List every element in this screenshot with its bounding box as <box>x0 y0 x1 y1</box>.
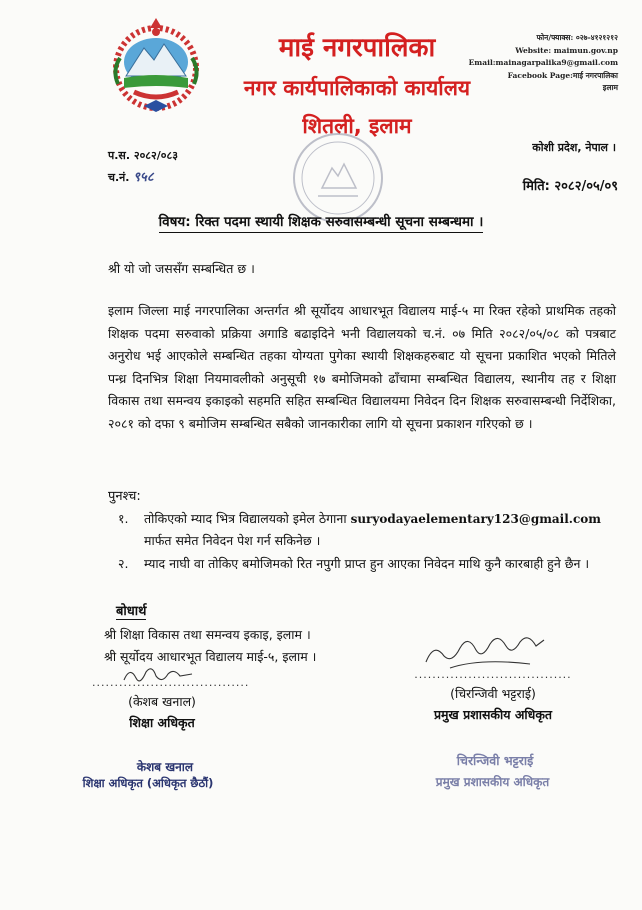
list-item-number: २. <box>118 556 129 571</box>
reference-block <box>108 145 178 189</box>
right-stamp-name: चिरन्जिवी भट्टराई <box>456 753 534 768</box>
office-name: नगर कार्यपालिकाको कार्यालय <box>243 76 471 100</box>
office-location: शितली, इलाम <box>302 114 412 138</box>
letter-subject <box>0 212 642 230</box>
left-signatory <box>92 676 250 733</box>
left-signatory-name: (केशब खनाल) <box>128 694 196 709</box>
chalani-ref <box>108 167 178 189</box>
right-signatory <box>408 668 578 725</box>
list-item-text-after: मार्फत समेत निवेदन पेश गर्न सकिनेछ । <box>144 533 321 548</box>
contact-phone: फोन/फ्याक्स: ०२७-४१२१२१२ <box>536 33 618 42</box>
cc-item: श्री सूर्योदय आधारभूत विद्यालय माई-५, इलाम । <box>104 649 317 664</box>
list-item-text-before: तोकिएको म्याद भित्र विद्यालयको इमेल ठेगाना <box>144 511 347 526</box>
nepal-emblem-logo <box>104 14 208 118</box>
letter-date: मिति: २०८२/०५/०९ <box>522 179 618 194</box>
body-paragraph: इलाम जिल्ला माई नगरपालिका अन्तर्गत श्री सूर्योदय आधारभूत विद्यालय माई-५ मा रिक्त रहेको प्राथमिक तहको शिक्षक पदमा सरुवाको प्रक्रिया अगाडि बढाइदिने भनी विद्यालयको च.नं. ०७ मिति २०८२/०५/०८ को पत्रबाट अनुरोध भई आएकोले सम्बन्धित तहका योग्यता पुगेका स्थायी शिक्षकहरुबाट यो सूचना प्रकाशित भएको मितिले पन्ध्र दिनभित्र शिक्षा नियमावलीको अनुसूची १७ बमोजिमको ढाँचामा सम्बन्धित विद्यालय, स्थानीय तह र शिक्षा विकास तथा समन्वय इकाइको सहमति सहित सम्बन्धित विद्यालयमा निवेदन दिन शिक्षक सरुवासम्बन्धी निर्देशिका, २०८१ को दफा ९ बमोजिम सम्बन्धित सबैको जानकारीका लागि यो सूचना प्रकाशन गरिएको छ । <box>108 303 616 431</box>
province-label: कोशी प्रदेश, नेपाल । <box>532 141 616 154</box>
signature-line: ................................... <box>92 676 250 689</box>
left-stamp-name: केशब खनाल <box>136 760 194 774</box>
list-item <box>118 508 618 551</box>
left-stamp-position: शिक्षा अधिकृत (अधिकृत छैठौं) <box>82 776 214 790</box>
chalani-number: ९५८ <box>133 170 154 185</box>
fiscal-ref: प.स. २०८२/०८३ <box>108 149 178 162</box>
list-item <box>118 553 618 574</box>
list-item-text <box>144 508 618 551</box>
school-email-link[interactable]: suryodayaelementary123@gmail.com <box>350 512 601 526</box>
cc-heading <box>116 601 146 619</box>
contact-facebook: Facebook Page:माई नगरपालिका <box>507 70 618 80</box>
right-signature <box>420 628 550 670</box>
right-stamp-position: प्रमुख प्रशासकीय अधिकृत <box>435 775 550 789</box>
municipality-name: माई नगरपालिका <box>278 33 436 63</box>
left-signatory-position: शिक्षा अधिकृत <box>129 715 195 730</box>
salutation: श्री यो जो जससँग सम्बन्धित छ । <box>108 261 255 276</box>
cc-heading-text: बोधार्थ <box>116 604 147 619</box>
contact-website: Website: maimun.gov.np <box>515 45 618 55</box>
postscript-heading: पुनश्च: <box>108 489 141 504</box>
postscript-list <box>118 508 618 576</box>
subject-text: विषय: रिक्त पदमा स्थायी शिक्षक सरुवासम्बन्धी सूचना सम्बन्धमा । <box>159 214 484 233</box>
list-item-text: म्याद नाघी वा तोकिए बमोजिमको रित नपुगी प्राप्त हुन आएका निवेदन माथि कुनै कारबाही हुने छैन । <box>144 556 590 571</box>
signature-line: ................................... <box>414 668 572 681</box>
cc-item: श्री शिक्षा विकास तथा समन्वय इकाइ, इलाम । <box>104 627 311 642</box>
contact-email: Email:mainagarpalika9@gmail.com <box>468 58 618 67</box>
right-signatory-position: प्रमुख प्रशासकीय अधिकृत <box>433 707 553 722</box>
list-item-number: १. <box>118 511 129 526</box>
contact-block <box>448 32 618 95</box>
chalani-label: च.नं. <box>108 171 130 184</box>
contact-city: इलाम <box>602 83 618 92</box>
right-signatory-name: (चिरन्जिवी भट्टराई) <box>450 686 536 701</box>
